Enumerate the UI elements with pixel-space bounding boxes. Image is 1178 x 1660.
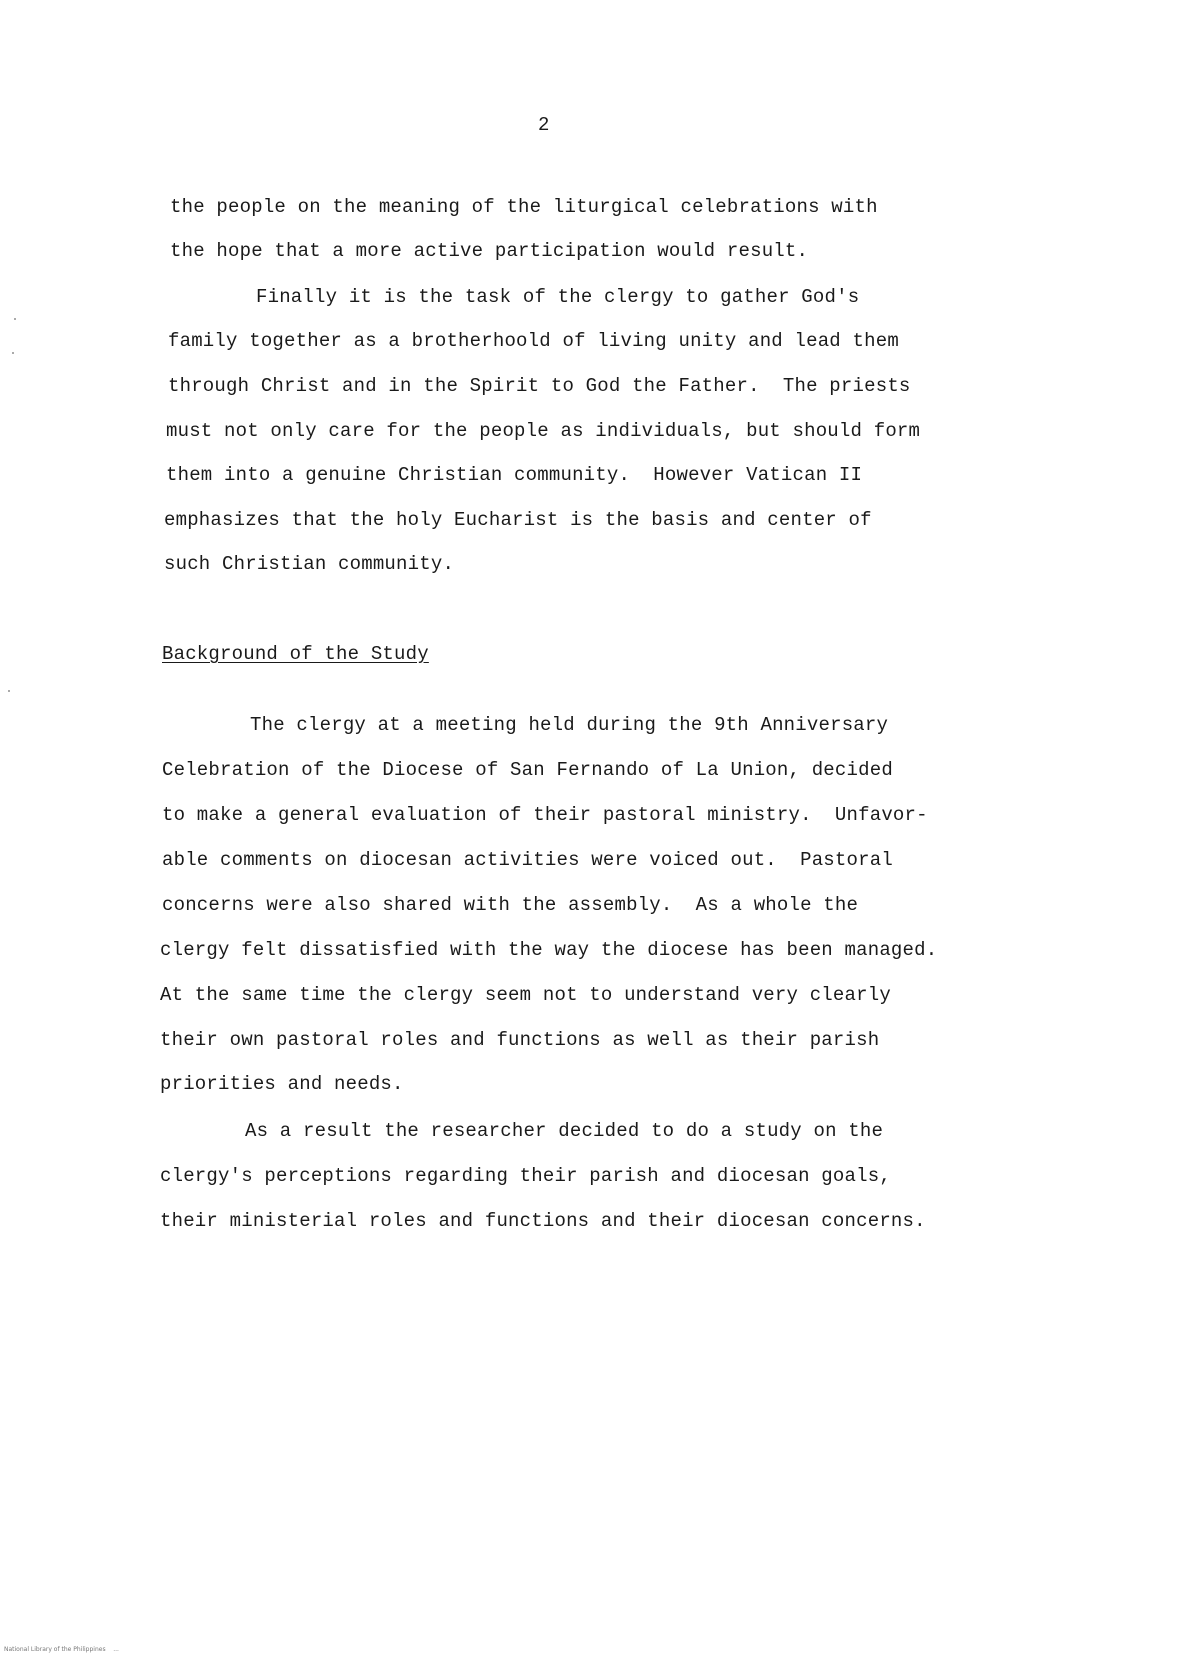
scan-speck [8,690,10,692]
text-line: clergy's perceptions regarding their parish and diocesan goals, [160,1165,891,1187]
page-number: 2 [538,114,550,136]
text-line: must not only care for the people as individuals, but should form [166,420,921,442]
scan-speck [14,318,16,320]
text-line: such Christian community. [164,553,455,575]
text-line: them into a genuine Christian community. However Vatican II [166,464,863,486]
text-line: Finally it is the task of the clergy to gather God's [256,286,860,308]
text-line: clergy felt dissatisfied with the way the diocese has been managed. [160,939,938,961]
text-line: family together as a brotherhoold of living unity and lead them [168,330,899,352]
scan-speck [12,352,14,354]
text-line: As a result the researcher decided to do a study on the [245,1120,884,1142]
text-line: through Christ and in the Spirit to God the Father. The priests [168,375,911,397]
text-line: their own pastoral roles and functions as well as their parish [160,1029,880,1051]
text-line: priorities and needs. [160,1073,404,1095]
section-heading: Background of the Study [162,643,429,665]
scan-footer: National Library of the Philippines ... [4,1646,119,1653]
text-line: able comments on diocesan activities were voiced out. Pastoral [162,849,893,871]
text-line: Celebration of the Diocese of San Fernando of La Union, decided [162,759,893,781]
text-line: emphasizes that the holy Eucharist is the basis and center of [164,509,872,531]
text-line: concerns were also shared with the assembly. As a whole the [162,894,859,916]
text-line: At the same time the clergy seem not to understand very clearly [160,984,891,1006]
text-line: the hope that a more active participation would result. [170,240,809,262]
text-line: their ministerial roles and functions and their diocesan concerns. [160,1210,926,1232]
text-line: The clergy at a meeting held during the 9th Anniversary [250,714,889,736]
text-line: the people on the meaning of the liturgical celebrations with [170,196,878,218]
text-line: to make a general evaluation of their pastoral ministry. Unfavor- [162,804,928,826]
